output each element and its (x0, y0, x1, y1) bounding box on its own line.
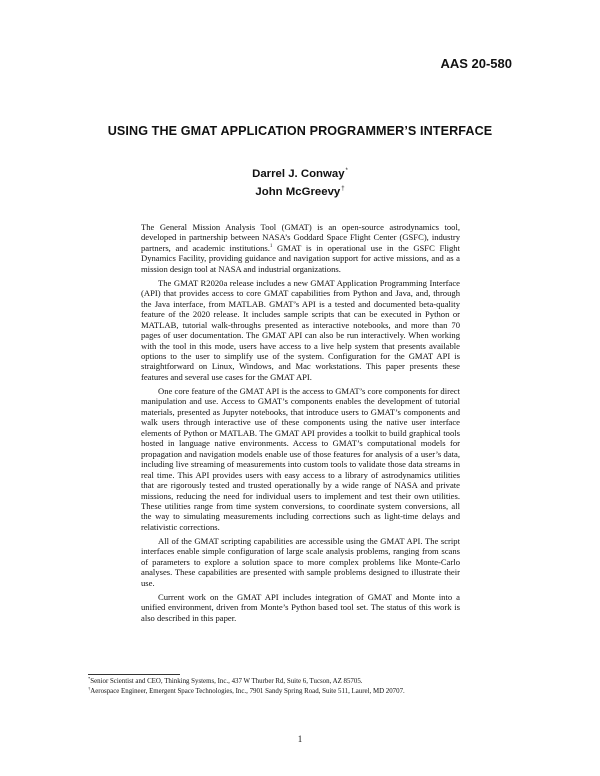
abstract-text: The General Mission Analysis Tool (GMAT) is an open-source astrodynamics tool, developed in partnership between NASA’s Goddard Space Flight Center (GSFC), industry partners, and academic institutions. (141, 222, 460, 253)
abstract-paragraph-5: Current work on the GMAT API includes integration of GMAT and Monte into a unified environment, driven from Monte’s Python based tool set. The status of this work is also described in this paper. (141, 591, 460, 623)
footnote-divider (88, 674, 180, 675)
footnotes (88, 677, 528, 697)
abstract-paragraph-4: All of the GMAT scripting capabilities are accessible using the GMAT API. The script interfaces enable simple configuration of large scale analysis problems, ranging from scans of parameters to explore a solution space to more complex problems like Monte-Carlo analyses. These capabilities are presented with sample problems designed to illustrate their use. (141, 535, 460, 588)
abstract-paragraph-1 (141, 222, 460, 274)
author-list (0, 164, 600, 200)
footnote-marker: * (88, 676, 91, 681)
footnote-text: Senior Scientist and CEO, Thinking Systems, Inc., 437 W Thurber Rd, Suite 6, Tucson, AZ 85705. (90, 678, 363, 685)
author-name: John McGreevy (255, 186, 341, 198)
abstract-paragraph-2: The GMAT R2020a release includes a new GMAT Application Programming Interface (API) that provides access to core GMAT capabilities from Python and Java, and, through the Java interface, from MATLAB. GMAT’s API is a tested and documented beta-quality feature of the 2020 release. It includes sample scripts that can be executed in Python or MATLAB, tutorial walk-throughs presented as interactive notebooks, and more than 70 pages of user documentation. The GMAT API can also be run interactively. When working with the tool in this mode, users have access to a live help system that presents available options to the user to simplify use of the system. Configuration for the GMAT API is straightforward on Linux, Windows, and Mac workstations. This paper presents these features and several use cases for the GMAT API. (141, 277, 460, 382)
author-name: Darrel J. Conway (252, 168, 345, 180)
author-footnote-marker: * (345, 168, 348, 174)
footnote-text: Aerospace Engineer, Emergent Space Technologies, Inc., 7901 Sandy Spring Road, Suite 511, Laurel, MD 20707. (90, 688, 405, 695)
abstract (141, 222, 460, 627)
paper-title: USING THE GMAT APPLICATION PROGRAMMER’S INTERFACE (107, 124, 493, 138)
footnote-marker: † (88, 686, 91, 691)
abstract-text: GMAT is in operational use in the GSFC Flight Dynamics Facility, providing guidance and navigation support for active missions, and as a mission design tool at NASA and industrial organizations. (141, 242, 460, 274)
footnote-2 (88, 687, 528, 697)
author-footnote-marker: † (341, 186, 345, 192)
citation-marker: 1 (269, 243, 273, 249)
author-1 (0, 164, 600, 182)
page-number: 1 (297, 734, 303, 744)
report-id: AAS 20-580 (440, 56, 512, 71)
abstract-paragraph-3: One core feature of the GMAT API is the access to GMAT’s core components for direct manipulation and use. Access to GMAT’s components enables the development of tutorial materials, presented as Jupyter notebooks, that introduce users to GMAT’s components and walk users through interactive use of these components using the native user interface elements of Python or MATLAB. The GMAT API provides a toolkit to build graphical tools hosted in language native environments. Access to GMAT’s computational models for propagation and navigation models enable use of those features for analysis of a user’s data, including live streaming of measurements into custom tools to validate those data streams in real time. This API provides users with easy access to a library of astrodynamics utilities that are rigorously tested and trusted operationally by a wide range of NASA and private missions, reducing the need for individual users to implement and test their own utilities. These utilities range from time system conversions, to coordinate system conversions, all the way to simulating measurements including corrections such as light-time delays and relativistic corrections. (141, 385, 460, 532)
author-2 (0, 182, 600, 200)
footnote-1 (88, 677, 528, 687)
